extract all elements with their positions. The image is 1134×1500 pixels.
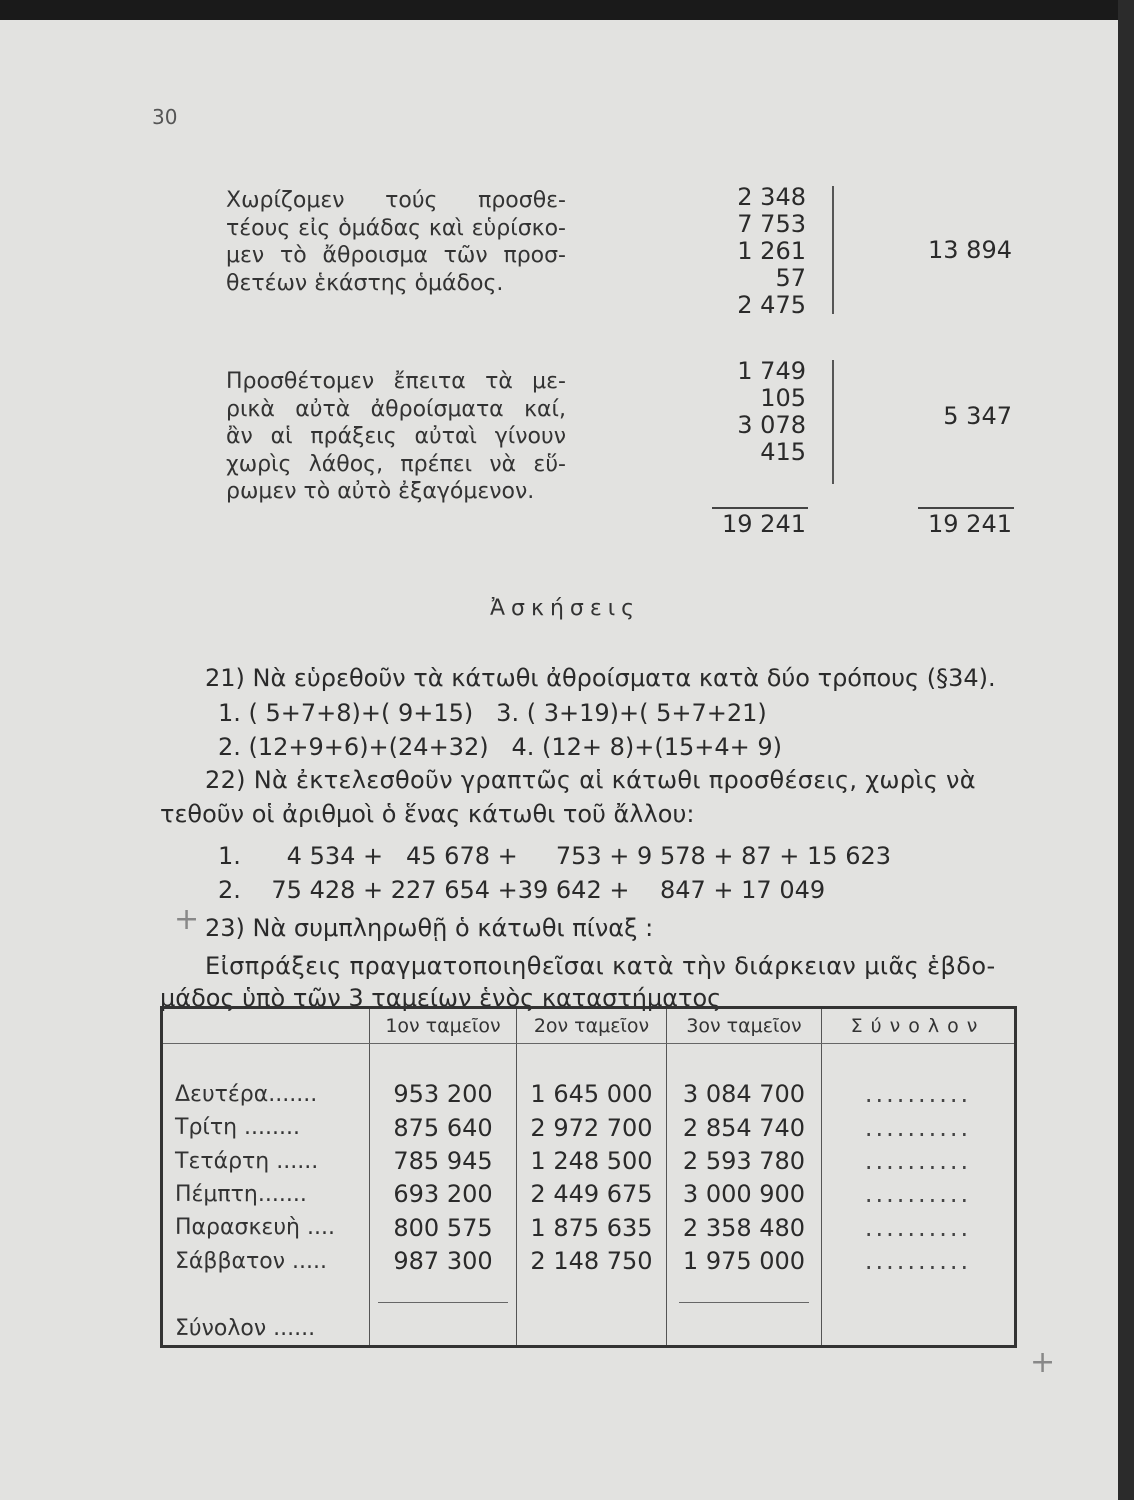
header-col1: 1ον ταμεῖον — [370, 1008, 517, 1044]
total-rule — [918, 507, 1014, 509]
table-row — [162, 1111, 1016, 1144]
row-day: Πέμπτη....... — [175, 1181, 307, 1207]
row-col2: 1 248 500 — [517, 1144, 667, 1177]
ex22-line: 22) Νὰ ἐκτελεσθοῦν γραπτῶς αἱ κάτωθι προσθέσεις, χωρὶς νὰ — [205, 766, 976, 794]
row-col1: 987 300 — [370, 1245, 517, 1278]
ex22-item: 2. 75 428 + 227 654 +39 642 + 847 + 17 049 — [218, 876, 826, 904]
row-col3: 2 358 480 — [667, 1211, 822, 1244]
table-row — [162, 1077, 1016, 1110]
block1-line: Χωρίζομεν τούς προσθε- — [226, 188, 566, 213]
row-col2: 2 972 700 — [517, 1111, 667, 1144]
row-col1: 693 200 — [370, 1178, 517, 1211]
block1-addend: 2 348 — [737, 183, 806, 211]
block2-addend: 105 — [760, 384, 806, 412]
sum-rule — [378, 1282, 508, 1303]
block2-addend: 3 078 — [737, 411, 806, 439]
row-col2: 2 148 750 — [517, 1245, 667, 1278]
book-spine — [1118, 0, 1134, 1500]
row-day: Παρασκευὴ .... — [175, 1215, 335, 1241]
row-col2: 1 645 000 — [517, 1077, 667, 1110]
row-col3: 3 084 700 — [667, 1077, 822, 1110]
ex23-line: Εἰσπράξεις πραγματοποιηθεῖσαι κατὰ τὴν διάρκειαν μιᾶς ἑβδο- — [205, 952, 996, 980]
block2-text — [226, 368, 566, 506]
ex21-title: 21) Νὰ εὑρεθοῦν τὰ κάτωθι ἀθροίσματα κατὰ δύο τρόπους (§34). — [205, 664, 996, 692]
row-col3: 1 975 000 — [667, 1245, 822, 1278]
table-row — [162, 1144, 1016, 1177]
table-row — [162, 1178, 1016, 1211]
ex23-line: μάδος ὑπὸ τῶν 3 ταμείων ἑνὸς καταστήματος — [160, 984, 722, 1012]
total-left: 19 241 — [722, 510, 806, 538]
block1-line: θετέων ἑκάστης ὁμάδος. — [226, 270, 504, 296]
pencil-mark: + — [174, 902, 200, 937]
row-col2: 2 449 675 — [517, 1178, 667, 1211]
block2-addend: 415 — [760, 438, 806, 466]
row-total: .......... — [822, 1077, 1016, 1110]
ex21-line: 2. (12+9+6)+(24+32) 4. (12+ 8)+(15+4+ 9) — [218, 733, 783, 761]
block2-line: ρωμεν τὸ αὐτὸ ἐξαγόμενον. — [226, 479, 535, 504]
block2-line: ἂν αἱ πράξεις αὐταὶ γίνουν — [226, 424, 566, 449]
row-total: .......... — [822, 1178, 1016, 1211]
sum-rule — [679, 1282, 809, 1303]
header-col2: 2ον ταμεῖον — [517, 1008, 667, 1044]
row-col3: 3 000 900 — [667, 1178, 822, 1211]
ex21-line: 1. ( 5+7+8)+( 9+15) 3. ( 3+19)+( 5+7+21) — [218, 699, 767, 727]
header-total: Σύνολον — [822, 1008, 1016, 1044]
row-total: .......... — [822, 1144, 1016, 1177]
header-blank — [162, 1008, 370, 1044]
table-row — [162, 1211, 1016, 1244]
block1-text — [226, 187, 566, 297]
row-day: Τρίτη ........ — [175, 1115, 300, 1141]
ex22-item: 1. 4 534 + 45 678 + 753 + 9 578 + 87 + 15 623 — [218, 842, 891, 870]
row-total: .......... — [822, 1211, 1016, 1244]
block1-addend: 2 475 — [737, 291, 806, 319]
brace — [826, 360, 834, 484]
table-sum-row — [162, 1312, 1016, 1347]
block1-sum: 13 894 — [928, 236, 1012, 264]
block1-addend: 57 — [775, 264, 806, 292]
row-col1: 953 200 — [370, 1077, 517, 1110]
row-total: .......... — [822, 1245, 1016, 1278]
block2-line: Προσθέτομεν ἔπειτα τὰ με- — [226, 369, 566, 394]
block1-line: μεν τὸ ἄθροισμα τῶν προσ- — [226, 243, 566, 268]
ex23-title: 23) Νὰ συμπληρωθῇ ὁ κάτωθι πίναξ : — [205, 914, 654, 942]
row-day: Τετάρτη ...... — [175, 1148, 319, 1174]
table-header-row — [162, 1008, 1016, 1044]
block1-line: τέους εἰς ὁμάδας καὶ εὑρίσκο- — [226, 215, 566, 241]
block2-line: χωρὶς λάθος, πρέπει νὰ εὕ- — [226, 451, 566, 477]
row-day: Σάββατον ..... — [175, 1248, 327, 1274]
total-right: 19 241 — [928, 510, 1012, 538]
row-col1: 800 575 — [370, 1211, 517, 1244]
total-rule — [712, 507, 808, 509]
block1-addend: 7 753 — [737, 210, 806, 238]
brace — [826, 186, 834, 314]
page-number: 30 — [152, 105, 178, 129]
ex22-line: τεθοῦν οἱ ἀριθμοὶ ὁ ἕνας κάτωθι τοῦ ἄλλου: — [160, 800, 695, 828]
row-day: Δευτέρα....... — [175, 1081, 318, 1107]
sum-rule-row — [162, 1278, 1016, 1311]
row-col3: 2 854 740 — [667, 1111, 822, 1144]
pencil-mark: + — [1030, 1345, 1056, 1380]
receipts-table — [160, 1006, 1017, 1348]
row-col2: 1 875 635 — [517, 1211, 667, 1244]
row-col1: 875 640 — [370, 1111, 517, 1144]
block1-addend: 1 261 — [737, 237, 806, 265]
table-spacer — [162, 1044, 1016, 1078]
row-col3: 2 593 780 — [667, 1144, 822, 1177]
row-total: .......... — [822, 1111, 1016, 1144]
block2-sum: 5 347 — [943, 402, 1012, 430]
exercises-heading: Ἀσκήσεις — [490, 596, 641, 621]
sum-label: Σύνολον ...... — [175, 1315, 316, 1341]
table-row — [162, 1245, 1016, 1278]
row-col1: 785 945 — [370, 1144, 517, 1177]
header-col3: 3ον ταμεῖον — [667, 1008, 822, 1044]
block2-line: ρικὰ αὐτὰ ἀθροίσματα καί, — [226, 396, 566, 422]
block2-addend: 1 749 — [737, 357, 806, 385]
